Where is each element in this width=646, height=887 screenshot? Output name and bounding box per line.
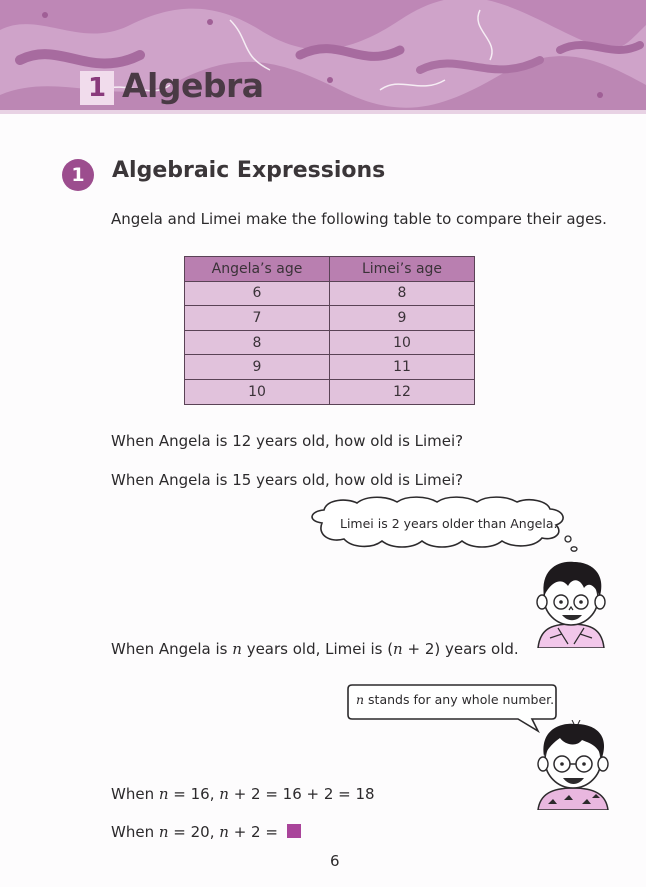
- table-row: [185, 379, 475, 404]
- table-cell: 9: [185, 355, 330, 380]
- table-row: [185, 355, 475, 380]
- variable-n: n: [232, 640, 242, 658]
- answer-box: [287, 824, 301, 838]
- table-cell: 9: [330, 306, 475, 331]
- table-cell: 8: [330, 281, 475, 306]
- example-2: When n = 20, n + 2 =: [111, 823, 301, 841]
- speech-bubble-text: n stands for any whole number.: [356, 692, 555, 707]
- section-title: Algebraic Expressions: [112, 158, 386, 183]
- column-header-angela: Angela’s age: [185, 257, 330, 282]
- boy-with-glasses-illustration-icon: [530, 720, 616, 810]
- chapter-title: Algebra: [122, 66, 264, 105]
- table-cell: 8: [185, 330, 330, 355]
- table-cell: 6: [185, 281, 330, 306]
- section-number-badge: 1: [62, 159, 94, 191]
- table-row: [185, 330, 475, 355]
- table-header-row: [185, 257, 475, 282]
- table-cell: 12: [330, 379, 475, 404]
- table-row: [185, 306, 475, 331]
- general-statement: When Angela is n years old, Limei is (n + 2) years old.: [111, 640, 519, 658]
- table-row: [185, 281, 475, 306]
- ages-table: [184, 256, 475, 405]
- intro-text: Angela and Limei make the following table to compare their ages.: [111, 210, 607, 228]
- chapter-banner: [0, 0, 646, 114]
- question-2: When Angela is 15 years old, how old is Limei?: [111, 471, 464, 489]
- speech-bubble-icon: [346, 683, 560, 735]
- table-cell: 10: [185, 379, 330, 404]
- column-header-limei: Limei’s age: [330, 257, 475, 282]
- thought-bubble-text: Limei is 2 years older than Angela.: [340, 516, 558, 531]
- table-cell: 10: [330, 330, 475, 355]
- example-1: When n = 16, n + 2 = 16 + 2 = 18: [111, 785, 375, 803]
- table-cell: 7: [185, 306, 330, 331]
- variable-n: n: [356, 692, 365, 707]
- table-cell: 11: [330, 355, 475, 380]
- question-1: When Angela is 12 years old, how old is Limei?: [111, 432, 464, 450]
- chapter-number: 1: [80, 71, 114, 105]
- boy-character-illustration-icon: [528, 556, 614, 648]
- variable-n: n: [393, 640, 403, 658]
- page-number: 6: [330, 852, 340, 870]
